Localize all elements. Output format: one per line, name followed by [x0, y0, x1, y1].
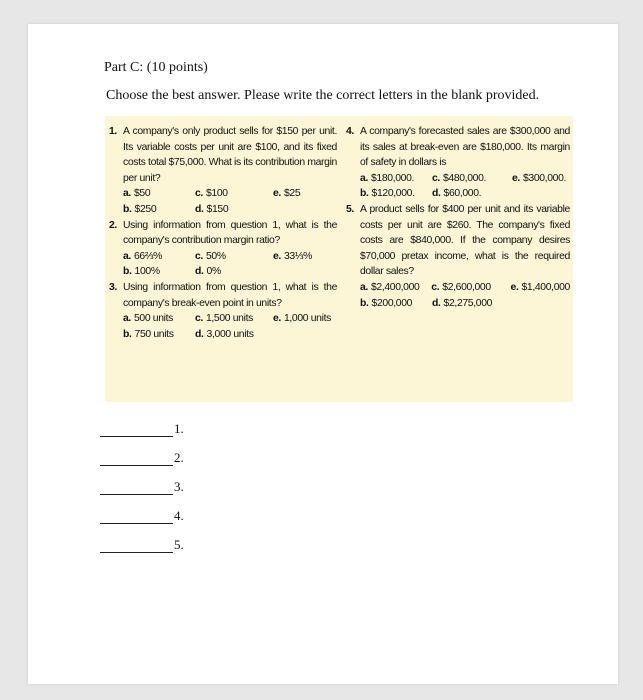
- answer-number: 1.: [174, 421, 184, 436]
- question-number: 2.: [109, 219, 117, 231]
- answer-blanks: [100, 408, 184, 553]
- option-e: e. $1,400,000: [510, 281, 570, 293]
- questions-column-right: [346, 124, 570, 311]
- question-text: Using information from question 1, what is the company's contribution margin ratio?: [123, 219, 337, 247]
- answer-blank-5[interactable]: [100, 524, 184, 553]
- option-d: d. $150: [195, 203, 229, 215]
- answer-number: 3.: [174, 479, 184, 494]
- question-text: Using information from question 1, what is the company's break-even point in units?: [123, 281, 337, 309]
- question-2: [109, 218, 337, 249]
- option-a: a. 66⅔%: [123, 250, 163, 262]
- option-b: b. $120,000.: [360, 188, 415, 200]
- instructions: Choose the best answer. Please write the correct letters in the blank provided.: [106, 88, 540, 103]
- option-d: d. 3,000 units: [195, 328, 254, 340]
- question-4: [346, 124, 570, 171]
- option-d: d. $60,000.: [432, 188, 482, 200]
- answer-line[interactable]: [100, 423, 173, 437]
- option-a: a. $50: [123, 188, 151, 200]
- question-1-options: [109, 186, 337, 217]
- questions-box: [105, 116, 573, 402]
- question-2-options: [109, 249, 337, 280]
- question-number: 5.: [346, 203, 354, 215]
- answer-blank-2[interactable]: [100, 437, 184, 466]
- answer-line[interactable]: [100, 452, 173, 466]
- answer-blank-4[interactable]: [100, 495, 184, 524]
- question-5-options: [346, 280, 570, 311]
- option-a: a. $180,000.: [360, 172, 415, 184]
- answer-blank-1[interactable]: [100, 408, 184, 437]
- answer-number: 2.: [174, 450, 184, 465]
- part-title: Part C: (10 points): [104, 60, 208, 75]
- question-3: [109, 280, 337, 311]
- questions-column-left: [109, 124, 337, 342]
- option-c: c. $100: [195, 188, 228, 200]
- option-d: d. 0%: [195, 266, 221, 278]
- question-number: 4.: [346, 126, 354, 137]
- option-e: e. 1,000 units: [273, 313, 331, 325]
- option-c: c. 50%: [195, 250, 226, 262]
- option-d: d. $2,275,000: [432, 297, 493, 309]
- question-number: 3.: [109, 281, 117, 293]
- option-b: b. 100%: [123, 266, 160, 278]
- question-5: [346, 202, 570, 280]
- answer-number: 4.: [174, 508, 184, 523]
- option-e: e. 33⅓%: [273, 250, 313, 262]
- option-c: c. 1,500 units: [195, 313, 253, 325]
- option-e: e. $25: [273, 188, 301, 200]
- option-b: b. $250: [123, 203, 157, 215]
- option-c: c. $2,600,000: [431, 281, 491, 293]
- question-text: A company's forecasted sales are $300,000 and its sales at break-even are $180,000. Its margin of safety in dollars is: [360, 126, 570, 169]
- question-text: A product sells for $400 per unit and its variable costs per unit are $260. The company's fixed costs are $840,000. If the company desires $70,000 pretax income, what is the required dollar sales?: [360, 203, 570, 278]
- option-a: a. 500 units: [123, 313, 173, 325]
- answer-line[interactable]: [100, 539, 173, 553]
- option-b: b. 750 units: [123, 328, 174, 340]
- question-number: 1.: [109, 126, 117, 137]
- option-e: e. $300,000.: [512, 172, 567, 184]
- option-a: a. $2,400,000: [360, 281, 420, 293]
- document-page: [28, 24, 618, 684]
- question-text: A company's only product sells for $150 per unit. Its variable costs per unit are $100, and its fixed costs total $75,000. What is its contribution margin per unit?: [123, 126, 337, 184]
- answer-blank-3[interactable]: [100, 466, 184, 495]
- option-c: c. $480,000.: [432, 172, 487, 184]
- question-4-options: [346, 171, 570, 202]
- answer-line[interactable]: [100, 481, 173, 495]
- option-b: b. $200,000: [360, 297, 413, 309]
- answer-number: 5.: [174, 537, 184, 552]
- answer-line[interactable]: [100, 510, 173, 524]
- question-3-options: [109, 311, 337, 342]
- question-1: [109, 124, 337, 186]
